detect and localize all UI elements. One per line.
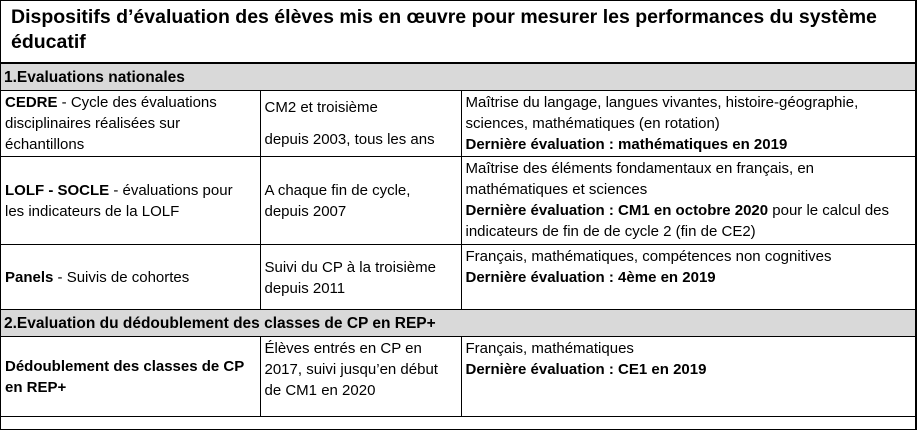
section-heading: 2.Evaluation du dédoublement des classes de CP en REP+ <box>1 310 915 337</box>
subjects-cell <box>461 337 915 417</box>
levels-cell <box>260 157 461 245</box>
table-row <box>1 245 915 310</box>
device-name: CEDRE <box>5 94 58 111</box>
levels-cell <box>260 91 461 157</box>
subjects-text: Maîtrise du langage, langues vivantes, histoire-géographie, sciences, mathématiques (en rotation) <box>465 94 859 132</box>
evaluation-table <box>1 63 915 417</box>
device-cell <box>1 245 260 310</box>
levels-text: CM2 et troisième <box>264 99 378 116</box>
subjects-text: Maîtrise des éléments fondamentaux en français, en mathématiques et sciences <box>465 160 815 198</box>
table-row <box>1 337 915 417</box>
device-name: Panels <box>5 269 54 286</box>
section-header <box>1 310 915 337</box>
table-row <box>1 157 915 245</box>
table-row <box>1 91 915 157</box>
document-title: Dispositifs d’évaluation des élèves mis en œuvre pour mesurer les performances du système éducatif <box>1 1 915 63</box>
levels-text: Élèves entrés en CP en 2017, suivi jusqu’en début de CM1 en 2020 <box>264 340 438 399</box>
device-name: LOLF - SOCLE <box>5 182 110 199</box>
section-header <box>1 64 915 91</box>
subjects-cell <box>461 91 915 157</box>
device-cell <box>1 91 260 157</box>
last-evaluation: Dernière évaluation : 4ème en 2019 <box>465 269 716 286</box>
levels-text: Suivi du CP à la troisième depuis 2011 <box>264 258 436 297</box>
device-desc: - Suivis de cohortes <box>53 269 190 286</box>
device-desc: - évaluations pour les indicateurs de la LOLF <box>5 182 233 220</box>
last-evaluation-note: pour le calcul des indicateurs de fin de de cycle 2 (fin de CE2) <box>465 202 890 240</box>
subjects-cell <box>461 157 915 245</box>
last-evaluation: Dernière évaluation : mathématiques en 2019 <box>465 136 788 153</box>
last-evaluation: Dernière évaluation : CE1 en 2019 <box>465 361 707 378</box>
device-desc: - Cycle des évaluations disciplinaires réalisées sur échantillons <box>5 94 217 153</box>
levels-cell <box>260 337 461 417</box>
device-name: Dédoublement des classes de CP en REP+ <box>5 358 244 396</box>
subjects-text: Français, mathématiques <box>465 340 634 357</box>
levels-cell <box>260 245 461 310</box>
last-evaluation: Dernière évaluation : CM1 en octobre 2020 <box>465 202 769 219</box>
subjects-cell <box>461 245 915 310</box>
device-cell <box>1 337 260 417</box>
device-cell <box>1 157 260 245</box>
levels-text: A chaque fin de cycle, depuis 2007 <box>264 182 411 220</box>
period-text: depuis 2003, tous les ans <box>264 131 435 148</box>
section-heading: 1.Evaluations nationales <box>1 64 915 91</box>
subjects-text: Français, mathématiques, compétences non cognitives <box>465 248 832 265</box>
